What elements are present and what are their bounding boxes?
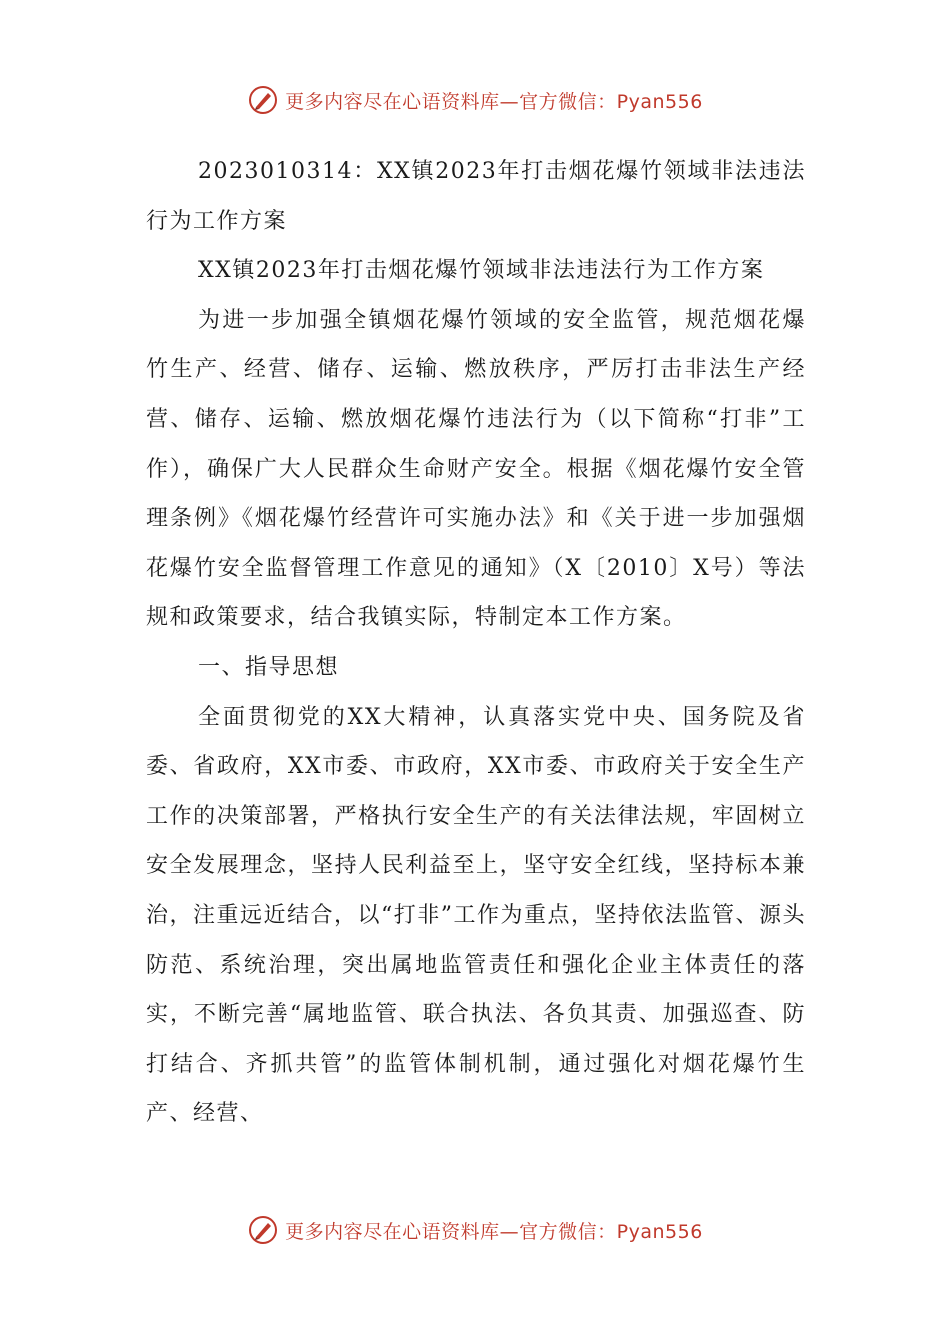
banner-text: 更多内容尽在心语资料库—官方微信：Pyan556 bbox=[285, 90, 703, 113]
document-body bbox=[146, 147, 806, 1139]
watermark-banner-top bbox=[0, 80, 950, 120]
wechat-id: Pyan556 bbox=[616, 90, 703, 113]
document-title: 2023010314：XX镇2023年打击烟花爆竹领域非法违法行为工作方案 bbox=[146, 159, 806, 234]
watermark-banner-bottom bbox=[0, 1210, 950, 1250]
section-1-body: 全面贯彻党的XX大精神，认真落实党中央、国务院及省委、省政府，XX市委、市政府，XX市委、市政府关于安全生产工作的决策部署，严格执行安全生产的有关法律法规，牢固树立安全发展理念，坚持人民利益至上，坚守安全红线，坚持标本兼治，注重远近结合，以“打非”工作为重点，坚持依法监管、源头防范、系统治理，突出属地监管责任和强化企业主体责任的落实，不断完善“属地监管、联合执法、各负其责、加强巡查、防打结合、齐抓共管”的监管体制机制，通过强化对烟花爆竹生产、经营、 bbox=[146, 704, 806, 1127]
intro-paragraph: 为进一步加强全镇烟花爆竹领域的安全监管，规范烟花爆竹生产、经营、储存、运输、燃放秩序，严厉打击非法生产经营、储存、运输、燃放烟花爆竹违法行为（以下简称“打非”工作），确保广大人民群众生命财产安全。根据《烟花爆竹安全管理条例》《烟花爆竹经营许可实施办法》和《关于进一步加强烟花爆竹安全监督管理工作意见的通知》（X〔2010〕X号）等法规和政策要求，结合我镇实际，特制定本工作方案。 bbox=[146, 307, 806, 631]
document-subtitle: XX镇2023年打击烟花爆竹领域非法违法行为工作方案 bbox=[198, 258, 765, 284]
banner-text: 更多内容尽在心语资料库—官方微信：Pyan556 bbox=[285, 1220, 703, 1243]
section-1-heading: 一、指导思想 bbox=[198, 654, 340, 680]
wechat-id: Pyan556 bbox=[616, 1220, 703, 1243]
pen-logo-icon bbox=[247, 84, 279, 116]
pen-logo-icon bbox=[247, 1214, 279, 1246]
